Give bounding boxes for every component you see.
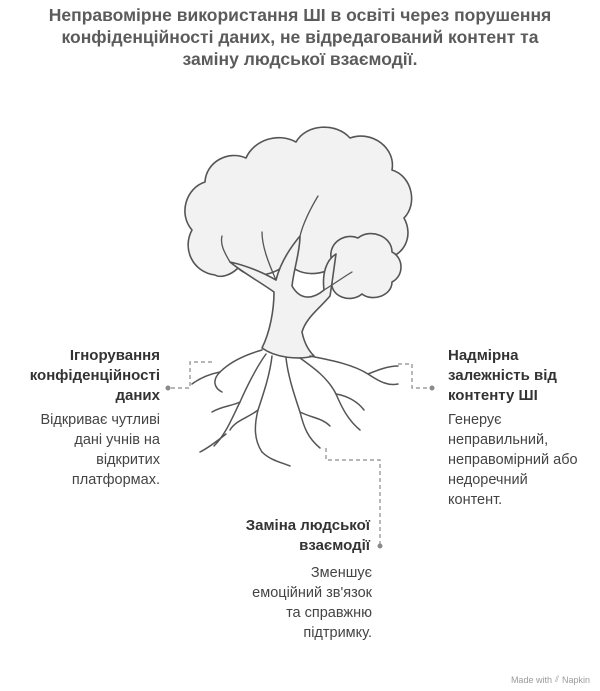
bottom-branch-description: Зменшує емоційний зв'язок та справжню підтримку.	[252, 565, 372, 641]
tree-roots	[192, 350, 398, 466]
left-branch-description: Відкриває чутливі дані учнів на відкритих платформах.	[40, 412, 160, 488]
connector-right	[398, 364, 432, 388]
left-branch-heading: Ігнорування конфіденційності даних	[29, 347, 160, 404]
connector-left-dot	[166, 386, 171, 391]
tree-illustration	[185, 127, 412, 358]
connector-bottom-dot	[378, 544, 383, 549]
tree-crown-cluster	[325, 234, 401, 299]
napkin-logo-icon: ⫽	[554, 674, 559, 684]
page-title: Неправомірне використання ШІ в освіті через порушення конфіденційності даних, не відредагований контент та заміну людської взаємодії.	[48, 5, 552, 69]
connector-right-dot	[430, 386, 435, 391]
connector-left	[168, 362, 212, 388]
bottom-branch-heading: Заміна людської взаємодії	[245, 517, 370, 554]
right-branch-heading: Надмірна залежність від контенту ШІ	[448, 347, 557, 404]
footer-watermark	[511, 674, 590, 685]
right-branch-description: Генерує неправильний, неправомірний або недоречний контент.	[448, 412, 578, 508]
footer-brand: Napkin	[561, 674, 590, 685]
footer-made-with: Made with	[510, 674, 552, 685]
